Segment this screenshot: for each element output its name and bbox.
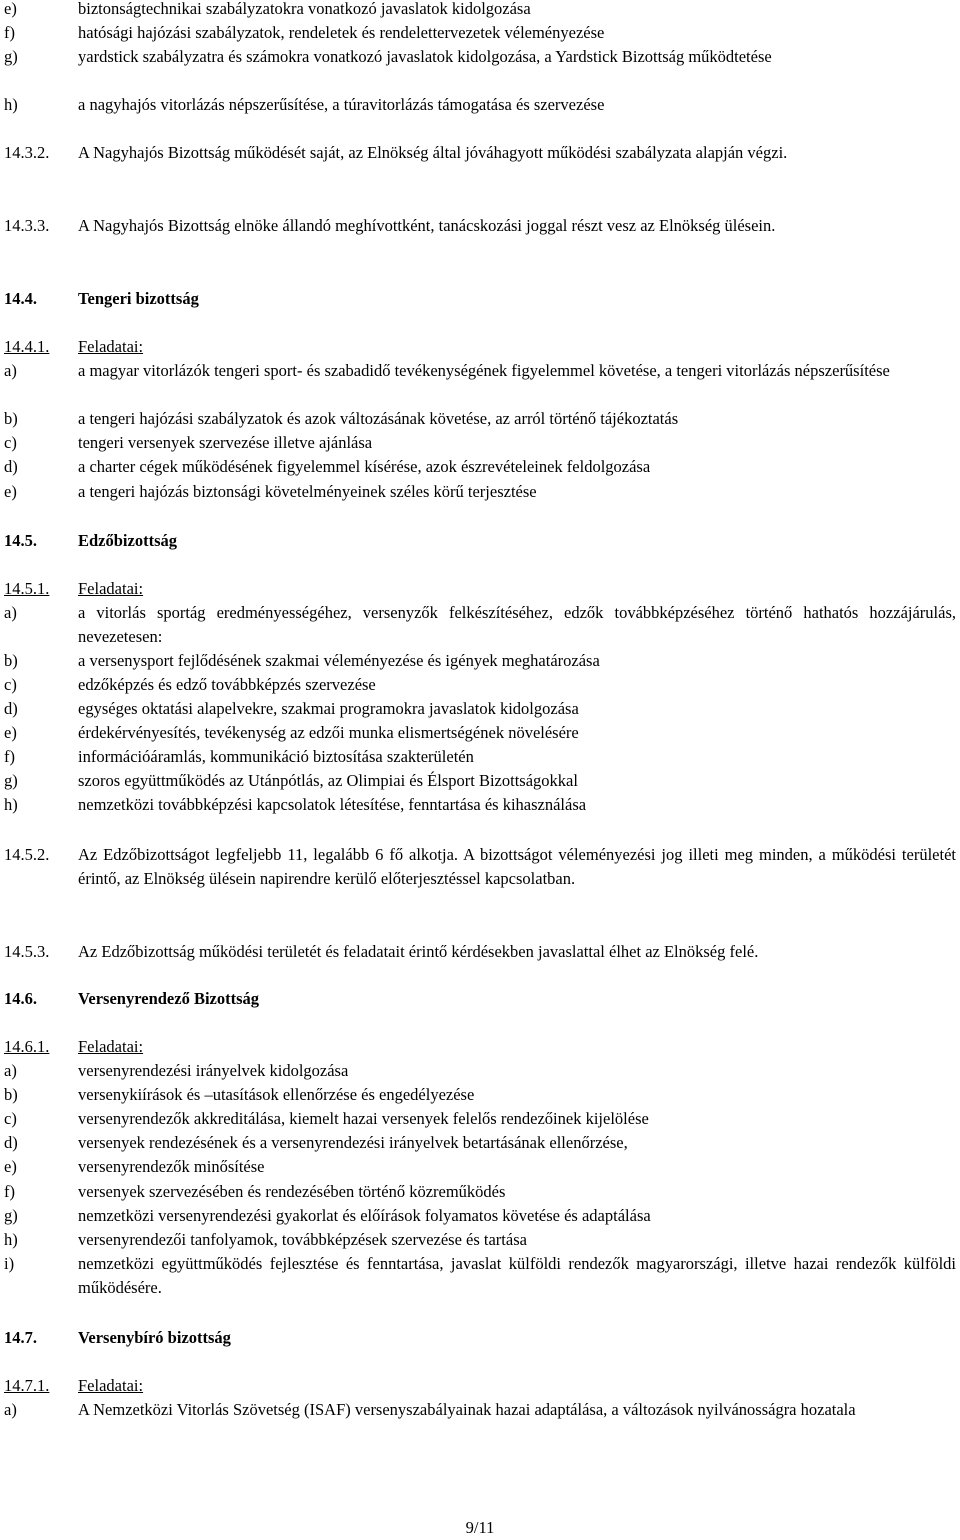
list-item-text: biztonságtechnikai szabályzatokra vonatkozó javaslatok kidolgozása [78,0,531,18]
list-item [4,1131,956,1155]
list-item-text: versenyrendezők minősítése [78,1157,265,1176]
paragraph-number: 14.6.1. [4,1037,50,1056]
list-item [4,45,956,69]
list-item-label: e) [4,1157,17,1176]
list-item-text: tengeri versenyek szervezése illetve ajánlása [78,433,373,452]
paragraph-14-3-2 [4,141,956,165]
list-item-label: b) [4,651,18,670]
list-item [4,407,956,431]
list-item [4,480,956,504]
section-number: 14.5. [4,531,37,550]
list-item [4,673,956,697]
section-title: Versenyrendező Bizottság [78,989,260,1008]
section-number: 14.6. [4,989,37,1008]
paragraph-number: 14.7.1. [4,1376,50,1395]
tasks-label: Feladatai: [78,1037,144,1056]
list-item [4,649,956,673]
paragraph-number: 14.5.1. [4,579,50,598]
list-item-text: a nagyhajós vitorlázás népszerűsítése, a túravitorlázás támogatása és szervezése [78,95,605,114]
list-item [4,721,956,745]
list-item-label: f) [4,1182,15,1201]
list-item-text: nemzetközi versenyrendezési gyakorlat és előírások folyamatos követése és adaptálása [78,1206,651,1225]
list-item-label: b) [4,1085,18,1104]
list-item-text: versenyek rendezésének és a versenyrendezési irányelvek betartásának ellenőrzése, [78,1133,628,1152]
section-heading-14-6 [4,987,956,1011]
list-item-label: b) [4,409,18,428]
section-heading-14-4 [4,287,956,311]
list-item [4,697,956,721]
list-item-text: a magyar vitorlázók tengeri sport- és szabadidő tevékenységének figyelemmel követése, a tengeri vitorlázás népszerűsítése [78,361,890,380]
list-item-label: d) [4,457,18,476]
paragraph-text: Az Edzőbizottság működési területét és feladatait érintő kérdésekben javaslattal élhet az Elnökség felé. [78,942,759,961]
tasks-label: Feladatai: [78,1376,144,1395]
list-item-text: szoros együttműködés az Utánpótlás, az Olimpiai és Élsport Bizottságokkal [78,771,578,790]
list-item [4,1398,956,1422]
list-item-text: érdekérvényesítés, tevékenység az edzői munka elismertségének növelésére [78,723,579,742]
section-heading-14-7 [4,1326,956,1350]
list-item [4,1252,956,1300]
list-item-label: f) [4,23,15,42]
list-item-label: f) [4,747,15,766]
list-item [4,1107,956,1131]
section-title: Tengeri bizottság [78,289,199,308]
list-item-text: A Nemzetközi Vitorlás Szövetség (ISAF) versenyszabályainak hazai adaptálása, a változások nyilvánosságra hozatala [78,1400,856,1419]
section-number: 14.4. [4,289,37,308]
list-item-text: versenykiírások és –utasítások ellenőrzése és engedélyezése [78,1085,475,1104]
list-item [4,1083,956,1107]
tasks-label: Feladatai: [78,579,144,598]
list-item-label: h) [4,795,18,814]
list-item-text: a charter cégek működésének figyelemmel kísérése, azok észrevételeinek feldolgozása [78,457,651,476]
list-item-text: a tengeri hajózási szabályzatok és azok változásának követése, az arról történő tájékoztatás [78,409,679,428]
tasks-label: Feladatai: [78,337,144,356]
list-item [4,1204,956,1228]
list-item [4,431,956,455]
list-item-text: nemzetközi együttműködés fejlesztése és fenntartása, javaslat külföldi rendezők magyarországi, illetve hazai rendezők külföldi működésére. [78,1254,956,1297]
paragraph-text: Az Edzőbizottságot legfeljebb 11, legalább 6 fő alkotja. A bizottságot véleményezési jog illeti meg minden, a működési területét érintő, az Elnökség ülésein napirendre kerülő előterjesztéssel kapcsolatban. [78,845,956,888]
paragraph-14-7-1 [4,1374,956,1398]
list-item-label: e) [4,482,17,501]
paragraph-number: 14.4.1. [4,337,50,356]
list-item [4,359,956,383]
list-item [4,601,956,649]
list-item-text: egységes oktatási alapelvekre, szakmai programokra javaslatok kidolgozása [78,699,579,718]
paragraph-14-5-2 [4,843,956,891]
paragraph-text: A Nagyhajós Bizottság elnöke állandó meghívottként, tanácskozási joggal részt vesz az Elnökség ülésein. [78,216,776,235]
paragraph-number: 14.3.2. [4,143,50,162]
list-item [4,21,956,45]
paragraph-14-4-1 [4,335,956,359]
list-item-label: i) [4,1254,15,1273]
paragraph-number: 14.5.3. [4,942,50,961]
list-item-text: a tengeri hajózás biztonsági követelményeinek széles körű terjesztése [78,482,537,501]
page-number: 9/11 [465,1518,495,1537]
list-item-text: versenyek szervezésében és rendezésében történő közreműködés [78,1182,506,1201]
list-item-label: a) [4,603,17,622]
list-item-label: a) [4,1061,17,1080]
list-item-label: g) [4,771,18,790]
list-item [4,93,956,117]
list-item [4,455,956,479]
list-item [4,1180,956,1204]
paragraph-number: 14.5.2. [4,845,50,864]
list-item-label: h) [4,1230,18,1249]
list-item-label: c) [4,675,17,694]
list-item [4,745,956,769]
list-item [4,793,956,817]
list-item-text: információáramlás, kommunikáció biztosítása szakterületén [78,747,474,766]
list-item [4,0,956,21]
section-title: Versenybíró bizottság [78,1328,231,1347]
paragraph-text: A Nagyhajós Bizottság működését saját, az Elnökség által jóváhagyott működési szabályzata alapján végzi. [78,143,788,162]
list-item-text: versenyrendezési irányelvek kidolgozása [78,1061,349,1080]
list-item [4,1228,956,1252]
list-item-label: d) [4,1133,18,1152]
list-item-label: g) [4,1206,18,1225]
paragraph-14-3-3 [4,214,956,238]
list-item [4,1059,956,1083]
list-item [4,769,956,793]
list-item-text: edzőképzés és edző továbbképzés szervezése [78,675,376,694]
list-item-text: hatósági hajózási szabályzatok, rendeletek és rendelettervezetek véleményezése [78,23,605,42]
list-item-text: a vitorlás sportág eredményességéhez, versenyzők felkészítéséhez, edzők továbbképzéséhez történő hathatós hozzájárulás, nevezetesen: [78,603,956,646]
list-item-label: a) [4,361,17,380]
list-item-label: a) [4,1400,17,1419]
list-item-text: versenyrendezők akkreditálása, kiemelt hazai versenyek felelős rendezőinek kijelölése [78,1109,649,1128]
list-item-text: a versenysport fejlődésének szakmai véleményezése és igények meghatározása [78,651,600,670]
list-item [4,1155,956,1179]
list-item-label: e) [4,0,17,18]
list-item-text: versenyrendezői tanfolyamok, továbbképzések szervezése és tartása [78,1230,527,1249]
list-item-label: c) [4,433,17,452]
paragraph-number: 14.3.3. [4,216,50,235]
paragraph-14-6-1 [4,1035,956,1059]
list-item-label: d) [4,699,18,718]
paragraph-14-5-1 [4,577,956,601]
list-item-text: yardstick szabályzatra és számokra vonatkozó javaslatok kidolgozása, a Yardstick Bizottság működtetése [78,47,772,66]
section-title: Edzőbizottság [78,531,177,550]
section-heading-14-5 [4,529,956,553]
list-item-label: c) [4,1109,17,1128]
paragraph-14-5-3 [4,940,956,964]
list-item-label: g) [4,47,18,66]
list-item-text: nemzetközi továbbképzési kapcsolatok létesítése, fenntartása és kihasználása [78,795,587,814]
section-number: 14.7. [4,1328,37,1347]
list-item-label: h) [4,95,18,114]
list-item-label: e) [4,723,17,742]
